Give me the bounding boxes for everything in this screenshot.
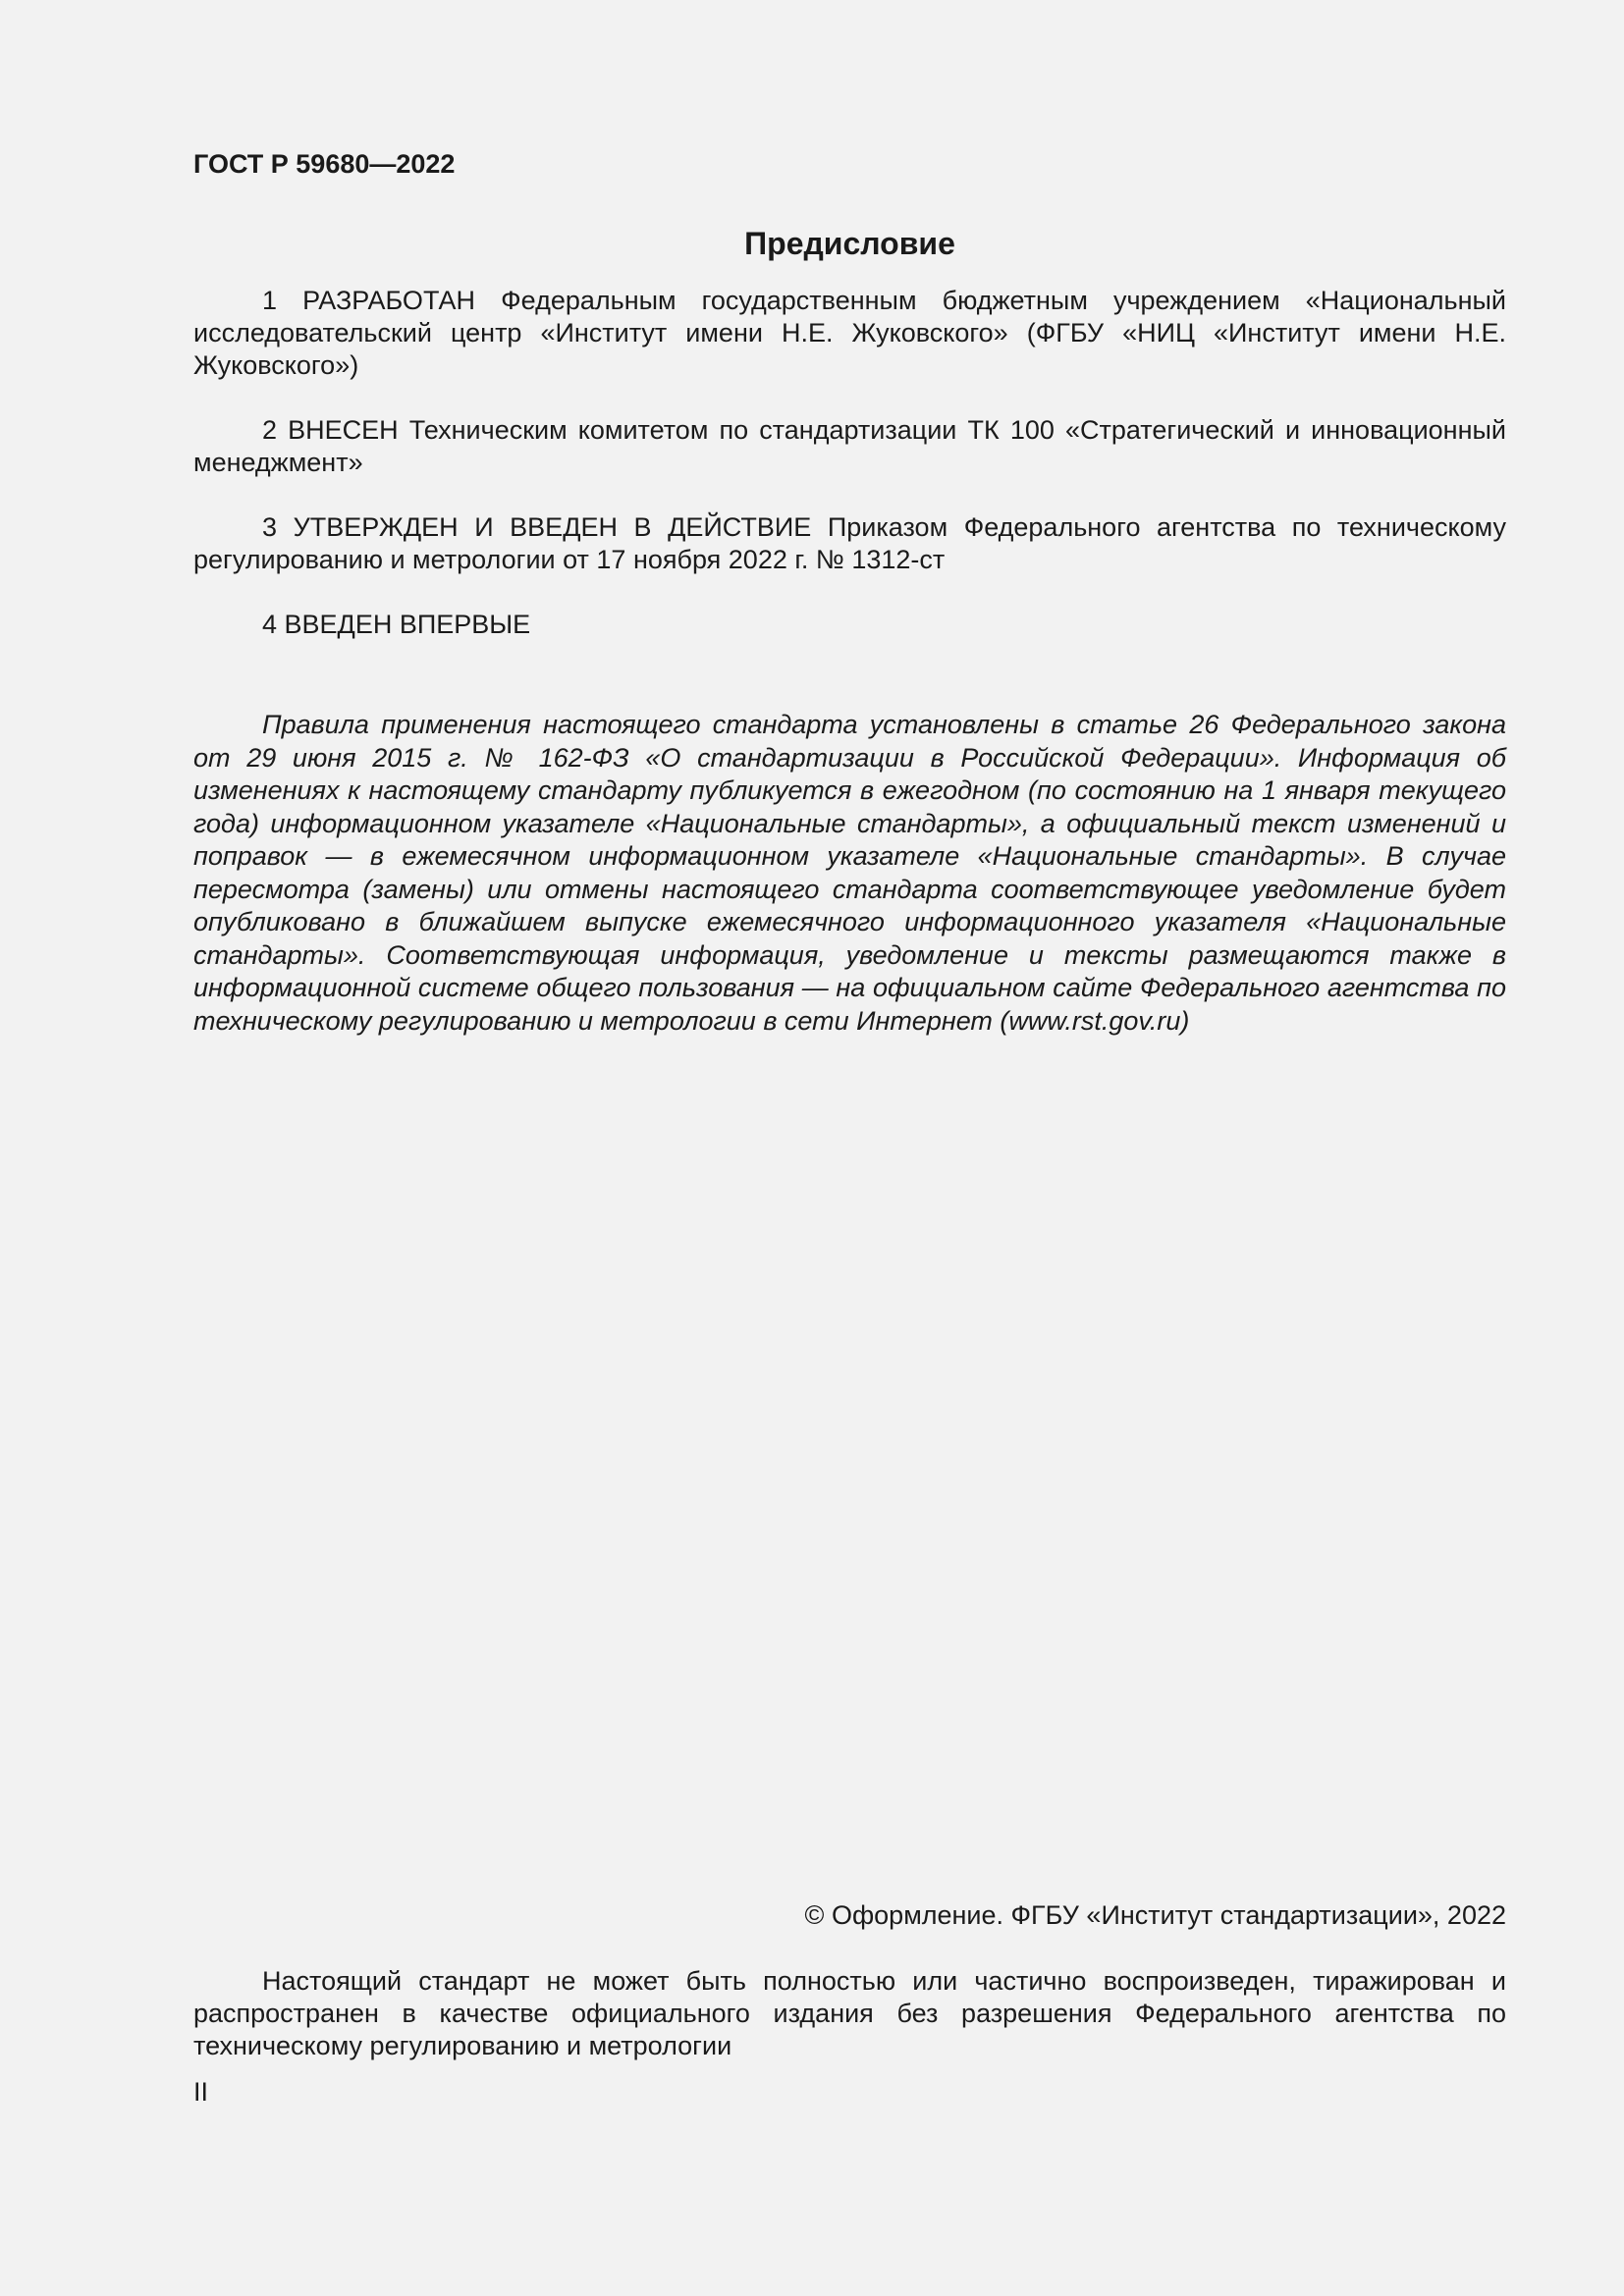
document-page <box>193 0 1506 2296</box>
page-number: II <box>193 2077 209 2107</box>
preface-item-developed: 1 РАЗРАБОТАН Федеральным государственным бюджетным учреждением «Национальный исследовательский центр «Институт имени Н.Е. Жуковского» (ФГБУ «НИЦ «Институт имени Н.Е. Жуковского») <box>193 286 1506 380</box>
document-code: ГОСТ Р 59680—2022 <box>193 149 456 179</box>
preface-item-approved: 3 УТВЕРЖДЕН И ВВЕДЕН В ДЕЙСТВИЕ Приказом Федерального агентства по техническому регулированию и метрологии от 17 ноября 2022 г. № 1312-ст <box>193 512 1506 574</box>
preface-items <box>193 285 1506 673</box>
application-rules-text: Правила применения настоящего стандарта установлены в статье 26 Федерального закона от 29 июня 2015 г. № 162-ФЗ «О стандартизации в Российской Федерации». Информация об изменениях к настоящему стандарту публикуется в ежегодном (по состоянию на 1 января текущего года) информационном указателе «Национальные стандарты», а официальный текст изменений и поправок — в ежемесячном информационном указателе «Национальные стандарты». В случае пересмотра (замены) или отмены настоящего стандарта соответствующее уведомление будет опубликовано в ближайшем выпуске ежемесячного информационного указателя «Национальные стандарты». Соответствующая информация, уведомление и тексты размещаются также в информационной системе общего пользования — на официальном сайте Федерального агентства по техническому регулированию и метрологии в сети Интернет (www.rst.gov.ru) <box>193 710 1506 1036</box>
preface-item-introduced-by: 2 ВНЕСЕН Техническим комитетом по стандартизации ТК 100 «Стратегический и инновационный менеджмент» <box>193 415 1506 477</box>
reproduction-notice: Настоящий стандарт не может быть полностью или частично воспроизведен, тиражирован и распространен в качестве официального издания без разрешения Федерального агентства по техническому регулированию и метрологии <box>193 1966 1506 2060</box>
copyright-line: © Оформление. ФГБУ «Институт стандартизации», 2022 <box>804 1900 1506 1930</box>
preface-item-first-introduced: 4 ВВЕДЕН ВПЕРВЫЕ <box>262 610 531 639</box>
preface-title: Предисловие <box>744 226 955 261</box>
